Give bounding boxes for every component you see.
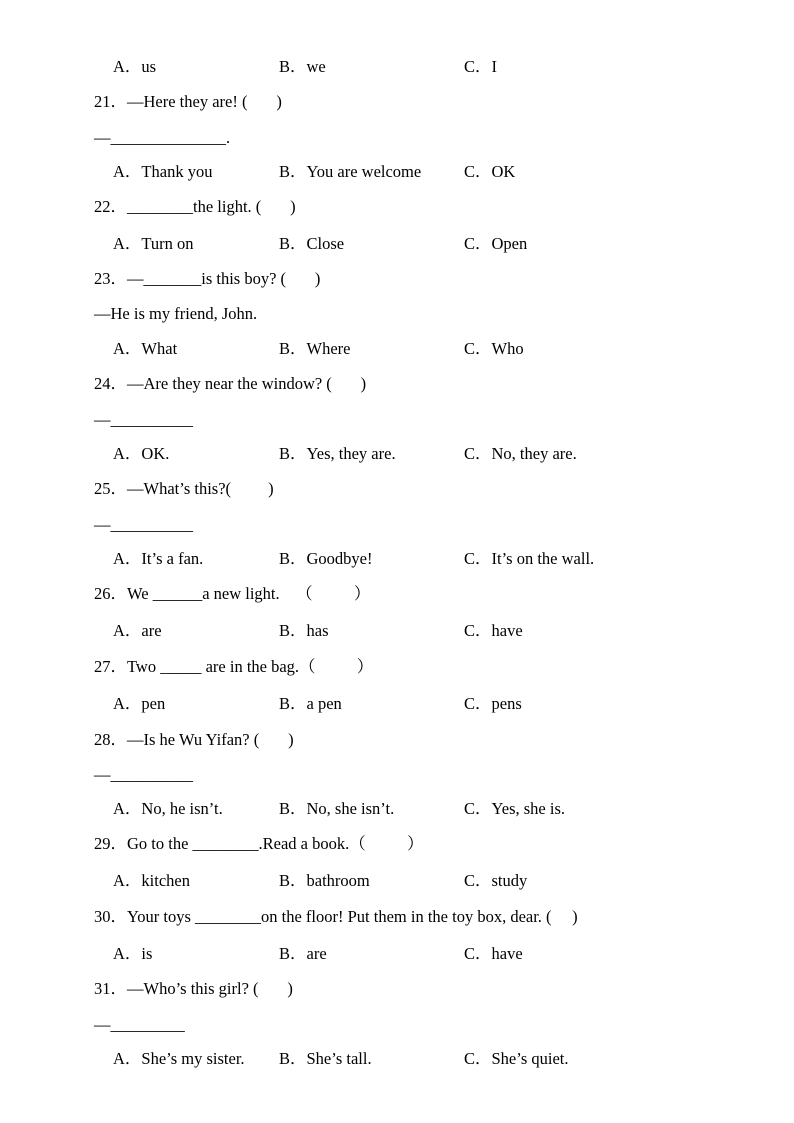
q29-option-c: C．study: [464, 871, 528, 890]
q31-option-b: B．She’s tall.: [279, 1049, 372, 1068]
q21-option-b: B．You are welcome: [279, 162, 422, 181]
q22-stem: 22．________the light. ( ): [94, 197, 296, 216]
q23-option-a: A．What: [113, 339, 178, 358]
q29-option-a: A．kitchen: [113, 871, 190, 890]
q27-option-b: B．a pen: [279, 694, 342, 713]
q30-stem: 30．Your toys ________on the floor! Put them in the toy box, dear. ( ): [94, 907, 578, 926]
q31-answer-blank: —_________: [94, 1015, 185, 1034]
q21-options: [0, 162, 794, 182]
q28-options: [0, 799, 794, 819]
q22-option-a: A．Turn on: [113, 234, 194, 253]
q27-option-c: C．pens: [464, 694, 522, 713]
q23-options: [0, 339, 794, 359]
q26-stem: 26．We ______a new light. （ ）: [94, 584, 371, 603]
q30-option-a: A．is: [113, 944, 153, 963]
q26-option-c: C．have: [464, 621, 523, 640]
q21-stem: 21．—Here they are! ( ): [94, 92, 282, 111]
q29-options: [0, 871, 794, 891]
q28-option-a: A．No, he isn’t.: [113, 799, 223, 818]
q31-option-a: A．She’s my sister.: [113, 1049, 245, 1068]
q25-option-c: C．It’s on the wall.: [464, 549, 595, 568]
q23-option-b: B．Where: [279, 339, 351, 358]
q25-options: [0, 549, 794, 569]
q27-stem: 27．Two _____ are in the bag.（ ）: [94, 657, 374, 676]
q21-option-a: A．Thank you: [113, 162, 213, 181]
q23-stem: 23．—_______is this boy? ( ): [94, 269, 321, 288]
q24-options: [0, 444, 794, 464]
q29-stem: 29．Go to the ________.Read a book.（ ）: [94, 834, 424, 853]
q25-option-b: B．Goodbye!: [279, 549, 373, 568]
q27-options: [0, 694, 794, 714]
q31-option-c: C．She’s quiet.: [464, 1049, 569, 1068]
q22-options: [0, 234, 794, 254]
q22-option-c: C．Open: [464, 234, 528, 253]
q24-stem: 24．—Are they near the window? ( ): [94, 374, 367, 393]
q28-option-b: B．No, she isn’t.: [279, 799, 395, 818]
q20-options: [0, 57, 794, 77]
q24-answer-blank: —__________: [94, 410, 193, 429]
q31-stem: 31．—Who’s this girl? ( ): [94, 979, 293, 998]
q24-option-b: B．Yes, they are.: [279, 444, 396, 463]
q29-option-b: B．bathroom: [279, 871, 370, 890]
q20-option-c: C．I: [464, 57, 497, 76]
q26-option-a: A．are: [113, 621, 162, 640]
q27-option-a: A．pen: [113, 694, 166, 713]
q28-stem: 28．—Is he Wu Yifan? ( ): [94, 730, 294, 749]
q25-stem: 25．—What’s this?( ): [94, 479, 274, 498]
q25-option-a: A．It’s a fan.: [113, 549, 204, 568]
q28-option-c: C．Yes, she is.: [464, 799, 566, 818]
q21-option-c: C．OK: [464, 162, 516, 181]
q30-option-b: B．are: [279, 944, 327, 963]
q21-answer-blank: —______________.: [94, 128, 231, 147]
q24-option-c: C．No, they are.: [464, 444, 577, 463]
q26-option-b: B．has: [279, 621, 329, 640]
q24-option-a: A．OK.: [113, 444, 170, 463]
q26-options: [0, 621, 794, 641]
q25-answer-blank: —__________: [94, 515, 193, 534]
q31-options: [0, 1049, 794, 1069]
q20-option-a: A．us: [113, 57, 157, 76]
q30-options: [0, 944, 794, 964]
q28-answer-blank: —__________: [94, 765, 193, 784]
q23-option-c: C．Who: [464, 339, 524, 358]
q22-option-b: B．Close: [279, 234, 345, 253]
q30-option-c: C．have: [464, 944, 523, 963]
q20-option-b: B．we: [279, 57, 326, 76]
q23-answer: —He is my friend, John.: [94, 304, 258, 323]
